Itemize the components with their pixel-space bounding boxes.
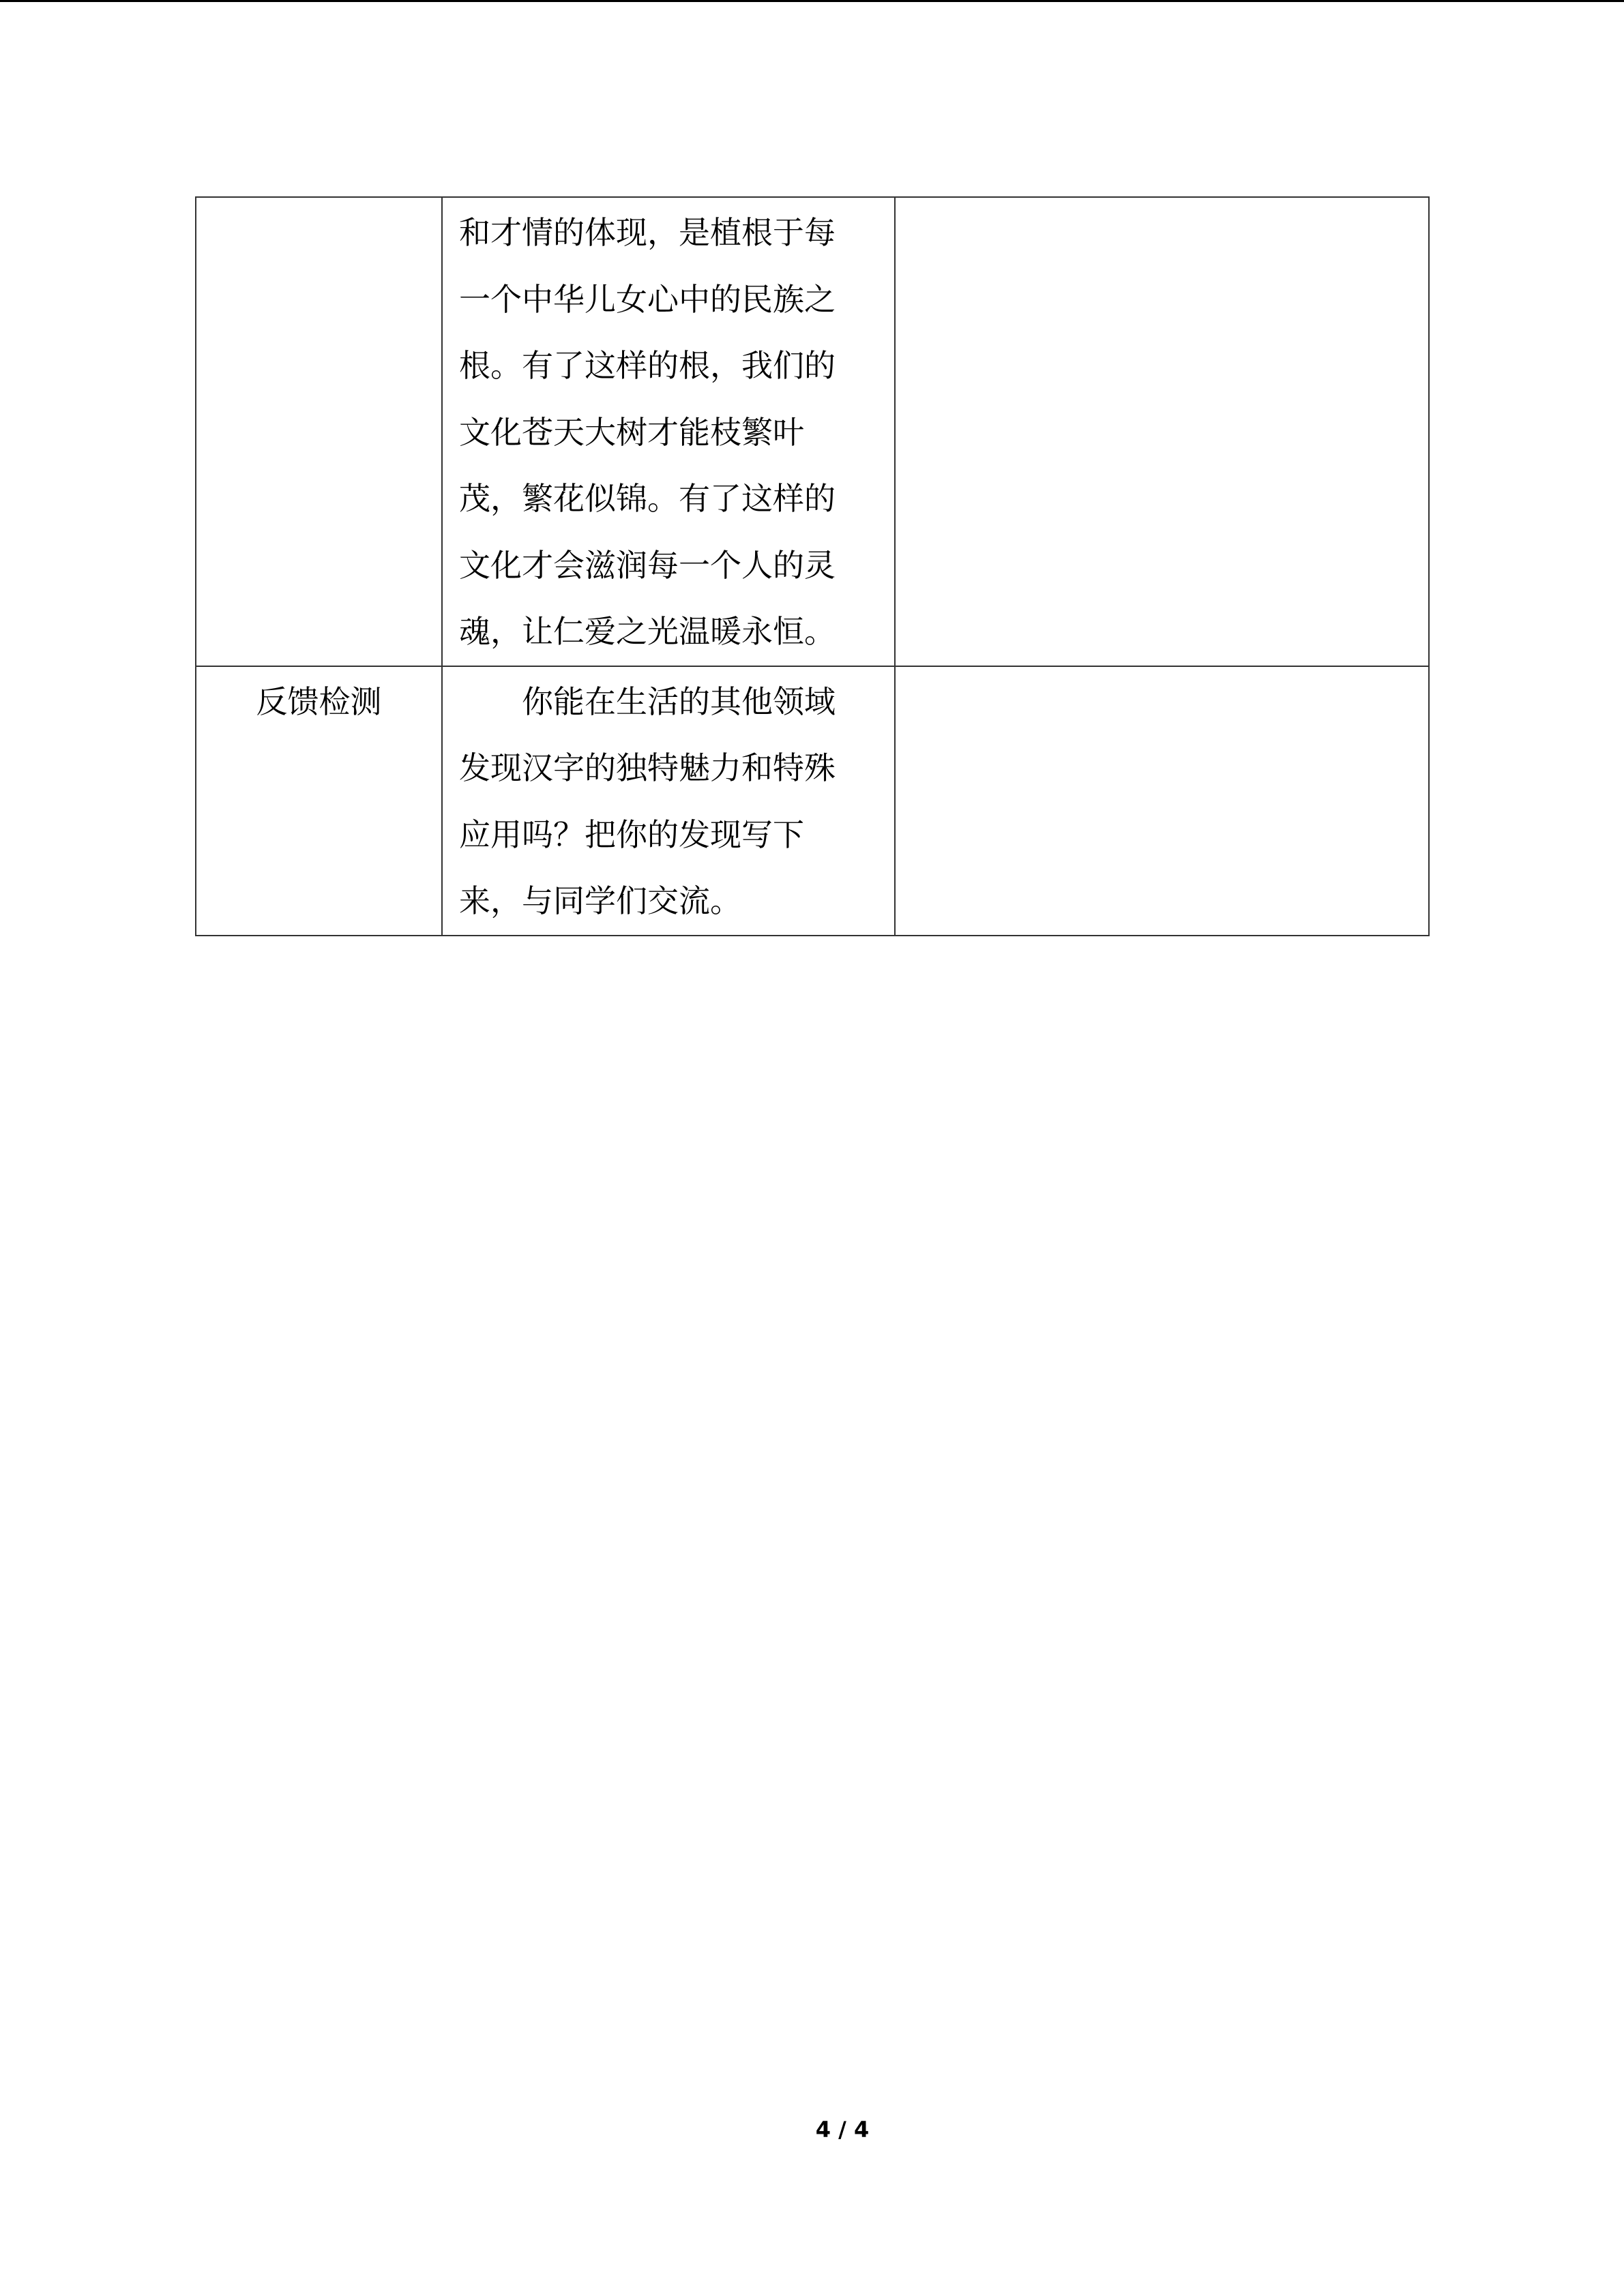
- content-line: 一个中华儿女心中的民族之: [459, 280, 836, 318]
- content-line: 茂，繁花似锦。有了这样的: [459, 480, 836, 517]
- content-line: 和才情的体现，是植根于每: [459, 214, 836, 251]
- content-line: 文化苍天大树才能枝繁叶: [459, 413, 804, 451]
- table-row: [196, 666, 1429, 936]
- content-text: [443, 669, 894, 935]
- content-cell: [442, 197, 895, 666]
- lesson-plan-table: [195, 196, 1430, 936]
- content-line: 应用吗？把你的发现写下: [459, 816, 804, 853]
- content-cell: [442, 666, 895, 936]
- content-line: 魂，让仁爱之光温暖永恒。: [459, 613, 836, 650]
- section-label-feedback: 反馈检测: [256, 683, 382, 720]
- page-number: 4 / 4: [815, 2117, 870, 2143]
- content-line: 文化才会滋润每一个人的灵: [459, 546, 836, 584]
- section-label-cell: [196, 666, 442, 936]
- table-row: [196, 197, 1429, 666]
- content-line: 发现汉字的独特魅力和特殊: [459, 749, 836, 786]
- notes-cell: [895, 197, 1429, 666]
- content-line: 你能在生活的其他领域: [522, 683, 836, 720]
- content-line: 来，与同学们交流。: [459, 882, 741, 919]
- content-text: [443, 200, 894, 666]
- section-label-cell: [196, 197, 442, 666]
- content-line: 根。有了这样的根，我们的: [459, 347, 836, 384]
- page-top-border: [0, 0, 1624, 2]
- notes-cell: [895, 666, 1429, 936]
